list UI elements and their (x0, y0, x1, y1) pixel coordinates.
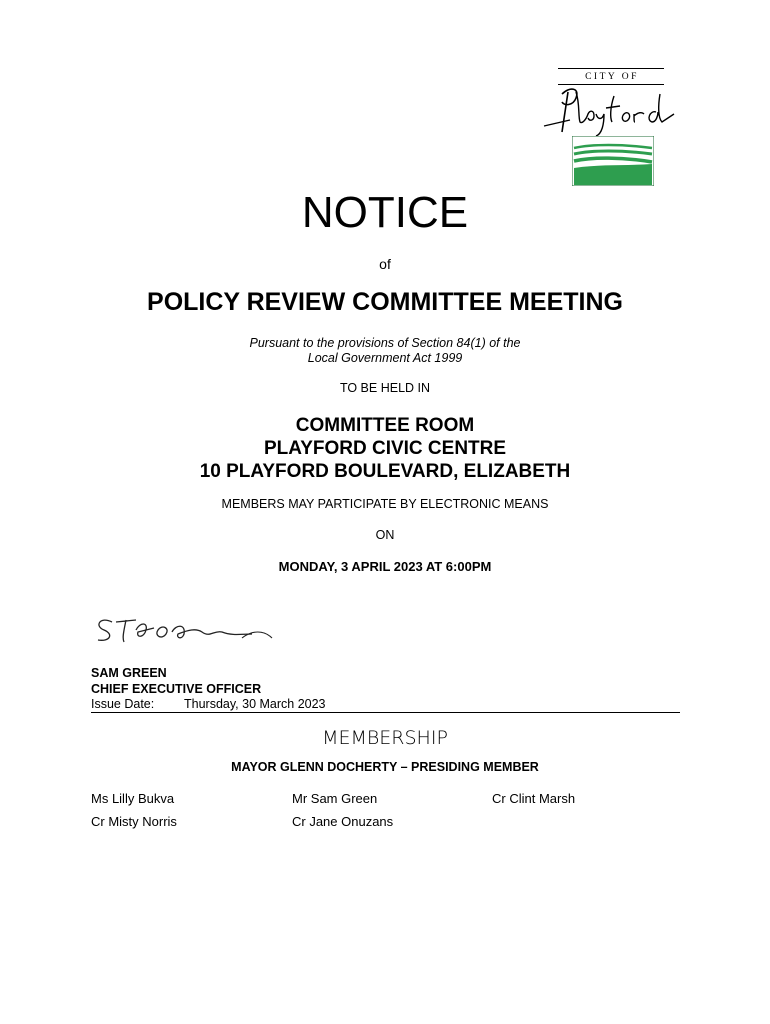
meeting-date: MONDAY, 3 APRIL 2023 AT 6:00PM (278, 559, 492, 574)
member-item: Cr Misty Norris (91, 814, 177, 829)
issue-date-row (91, 697, 326, 711)
logo-script-wordmark (540, 84, 680, 138)
on-text: ON (375, 528, 395, 542)
pursuant-text (0, 336, 770, 366)
of-text: of (379, 256, 391, 272)
pursuant-line-2: Local Government Act 1999 (307, 351, 463, 365)
member-item: Cr Clint Marsh (492, 791, 576, 806)
member-item: Cr Jane Onuzans (292, 814, 394, 829)
electronic-participation-text: MEMBERS MAY PARTICIPATE BY ELECTRONIC MEANS (221, 497, 549, 511)
signer-title: CHIEF EXECUTIVE OFFICER (91, 682, 262, 696)
meeting-title: POLICY REVIEW COMMITTEE MEETING (147, 288, 623, 316)
logo-city-of-text: CITY OF (585, 72, 639, 82)
venue-block (0, 414, 770, 483)
signature-image (92, 608, 292, 654)
venue-line-3: 10 PLAYFORD BOULEVARD, ELIZABETH (199, 461, 571, 482)
notice-heading: NOTICE (301, 188, 469, 237)
divider-rule (91, 712, 680, 713)
held-in-text: TO BE HELD IN (339, 381, 431, 395)
issue-date-label: Issue Date: (91, 697, 155, 711)
signer-name: SAM GREEN (91, 666, 167, 680)
city-of-playford-logo (540, 66, 680, 190)
member-item: Mr Sam Green (292, 791, 378, 806)
venue-line-2: PLAYFORD CIVIC CENTRE (263, 438, 507, 459)
member-item: Ms Lilly Bukva (91, 791, 175, 806)
presiding-member: MAYOR GLENN DOCHERTY – PRESIDING MEMBER (231, 760, 539, 774)
logo-top-rule (558, 68, 664, 69)
venue-line-1: COMMITTEE ROOM (295, 415, 475, 436)
issue-date-value: Thursday, 30 March 2023 (184, 697, 326, 711)
membership-heading: MEMBERSHIP (322, 727, 448, 749)
pursuant-line-1: Pursuant to the provisions of Section 84(1) of the (249, 336, 521, 350)
logo-landscape-emblem (572, 136, 654, 186)
